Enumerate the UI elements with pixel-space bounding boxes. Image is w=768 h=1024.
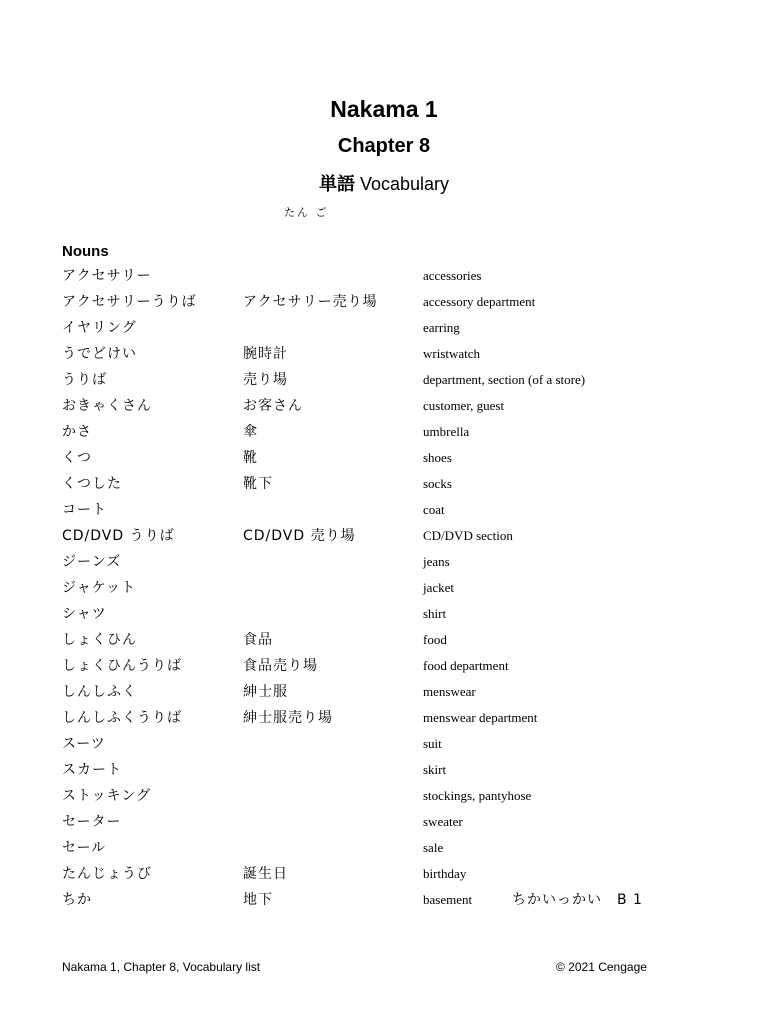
vocab-english: coat: [423, 502, 445, 517]
vocab-kana: ジーンズ: [62, 554, 122, 570]
vocab-kana: イヤリング: [62, 320, 137, 336]
vocab-kanji: CD/DVD 売り場: [243, 528, 356, 544]
vocab-row: [0, 575, 768, 601]
vocab-kanji: 靴下: [243, 476, 273, 492]
vocab-row: [0, 263, 768, 289]
vocab-english: jeans: [423, 554, 450, 569]
vocab-english: shirt: [423, 606, 447, 621]
vocab-kanji: 紳士服: [243, 684, 288, 700]
vocab-english: skirt: [423, 762, 447, 777]
vocab-kana: くつ: [62, 450, 92, 466]
document-title: Nakama 1: [330, 96, 438, 122]
vocab-row: [0, 471, 768, 497]
vocab-kana: シャツ: [62, 606, 107, 622]
vocab-row: [0, 861, 768, 887]
vocab-row: [0, 445, 768, 471]
vocabulary-heading-kanji: 単語: [318, 174, 355, 194]
vocab-row: [0, 601, 768, 627]
vocab-kanji: 食品: [243, 632, 273, 648]
vocab-kana: ストッキング: [62, 788, 152, 804]
chapter-heading: Chapter 8: [337, 135, 431, 157]
vocab-row: [0, 679, 768, 705]
vocab-english: suit: [423, 736, 442, 751]
vocab-kana: アクセサリーうりば: [62, 294, 197, 310]
vocabulary-list: [0, 263, 768, 913]
vocab-english: jacket: [423, 580, 455, 595]
vocab-row: [0, 367, 768, 393]
section-heading-nouns: Nouns: [62, 243, 109, 260]
vocab-row: [0, 627, 768, 653]
vocab-kana: うでどけい: [62, 346, 137, 362]
vocab-row: [0, 783, 768, 809]
vocabulary-heading: [0, 170, 768, 196]
vocab-english: food: [423, 632, 447, 647]
vocab-kana: うりば: [62, 372, 107, 388]
vocab-english: basement: [423, 892, 473, 907]
vocab-english: customer, guest: [423, 398, 505, 413]
vocab-english: food department: [423, 658, 509, 673]
vocab-english: shoes: [423, 450, 452, 465]
vocab-kanji: お客さん: [243, 398, 303, 414]
vocab-row: [0, 289, 768, 315]
vocab-english: menswear department: [423, 710, 538, 725]
vocab-row: [0, 341, 768, 367]
vocab-kanji: 靴: [243, 450, 258, 466]
vocab-kanji: 誕生日: [243, 866, 288, 882]
vocab-kana: しんしふくうりば: [62, 710, 182, 726]
vocab-english: department, section (of a store): [423, 372, 586, 387]
vocab-row: [0, 809, 768, 835]
vocab-english: sweater: [423, 814, 463, 829]
vocab-english: accessory department: [423, 294, 536, 309]
footer-copyright: © 2021 Cengage: [556, 960, 647, 974]
vocab-english: accessories: [423, 268, 482, 283]
vocab-english: earring: [423, 320, 460, 335]
vocab-english: menswear: [423, 684, 476, 699]
vocab-row: [0, 549, 768, 575]
vocab-row: [0, 315, 768, 341]
vocab-kana: しょくひんうりば: [62, 658, 182, 674]
vocab-english: birthday: [423, 866, 467, 881]
vocab-kana: スーツ: [62, 736, 106, 752]
vocab-row: [0, 757, 768, 783]
vocab-row: [0, 523, 768, 549]
vocab-kana: アクセサリー: [62, 268, 152, 284]
vocab-english: wristwatch: [423, 346, 481, 361]
vocab-row: [0, 705, 768, 731]
vocab-kana: CD/DVD うりば: [62, 528, 175, 544]
vocab-kana: セーター: [62, 814, 122, 830]
vocab-row: [0, 887, 768, 913]
vocab-kanji: 地下: [243, 892, 273, 908]
vocab-english: socks: [423, 476, 452, 491]
vocab-kanji: 紳士服売り場: [243, 710, 333, 726]
vocab-kanji: 腕時計: [243, 346, 288, 362]
vocab-kana: ジャケット: [62, 580, 137, 596]
vocab-english: CD/DVD section: [423, 528, 513, 543]
vocab-row: [0, 393, 768, 419]
vocab-kana: ちか: [62, 892, 92, 908]
vocab-kana: たんじょうび: [62, 866, 152, 882]
vocab-kana: かさ: [62, 424, 92, 440]
vocab-kanji: 食品売り場: [243, 658, 318, 674]
vocab-kana: おきゃくさん: [62, 398, 152, 414]
vocab-row: [0, 653, 768, 679]
vocab-kana: くつした: [62, 476, 122, 492]
vocab-kana: しょくひん: [62, 632, 137, 648]
vocab-kana: セール: [62, 840, 107, 856]
vocab-english: stockings, pantyhose: [423, 788, 532, 803]
vocab-kanji: 売り場: [243, 372, 288, 388]
vocab-kanji: 傘: [243, 424, 258, 440]
vocab-extra-note: ちかいっかい B 1: [512, 892, 643, 908]
vocab-kanji: アクセサリー売り場: [243, 294, 378, 310]
vocab-english: sale: [423, 840, 444, 855]
vocab-row: [0, 731, 768, 757]
vocabulary-heading-english: Vocabulary: [359, 174, 450, 194]
vocab-kana: スカート: [62, 762, 122, 778]
vocab-english: umbrella: [423, 424, 470, 439]
vocab-row: [0, 497, 768, 523]
vocab-row: [0, 835, 768, 861]
footer-document-label: Nakama 1, Chapter 8, Vocabulary list: [62, 960, 261, 974]
vocab-row: [0, 419, 768, 445]
furigana-reading: たん ご: [284, 206, 329, 219]
vocab-kana: しんしふく: [62, 684, 137, 700]
vocab-kana: コート: [62, 502, 107, 518]
